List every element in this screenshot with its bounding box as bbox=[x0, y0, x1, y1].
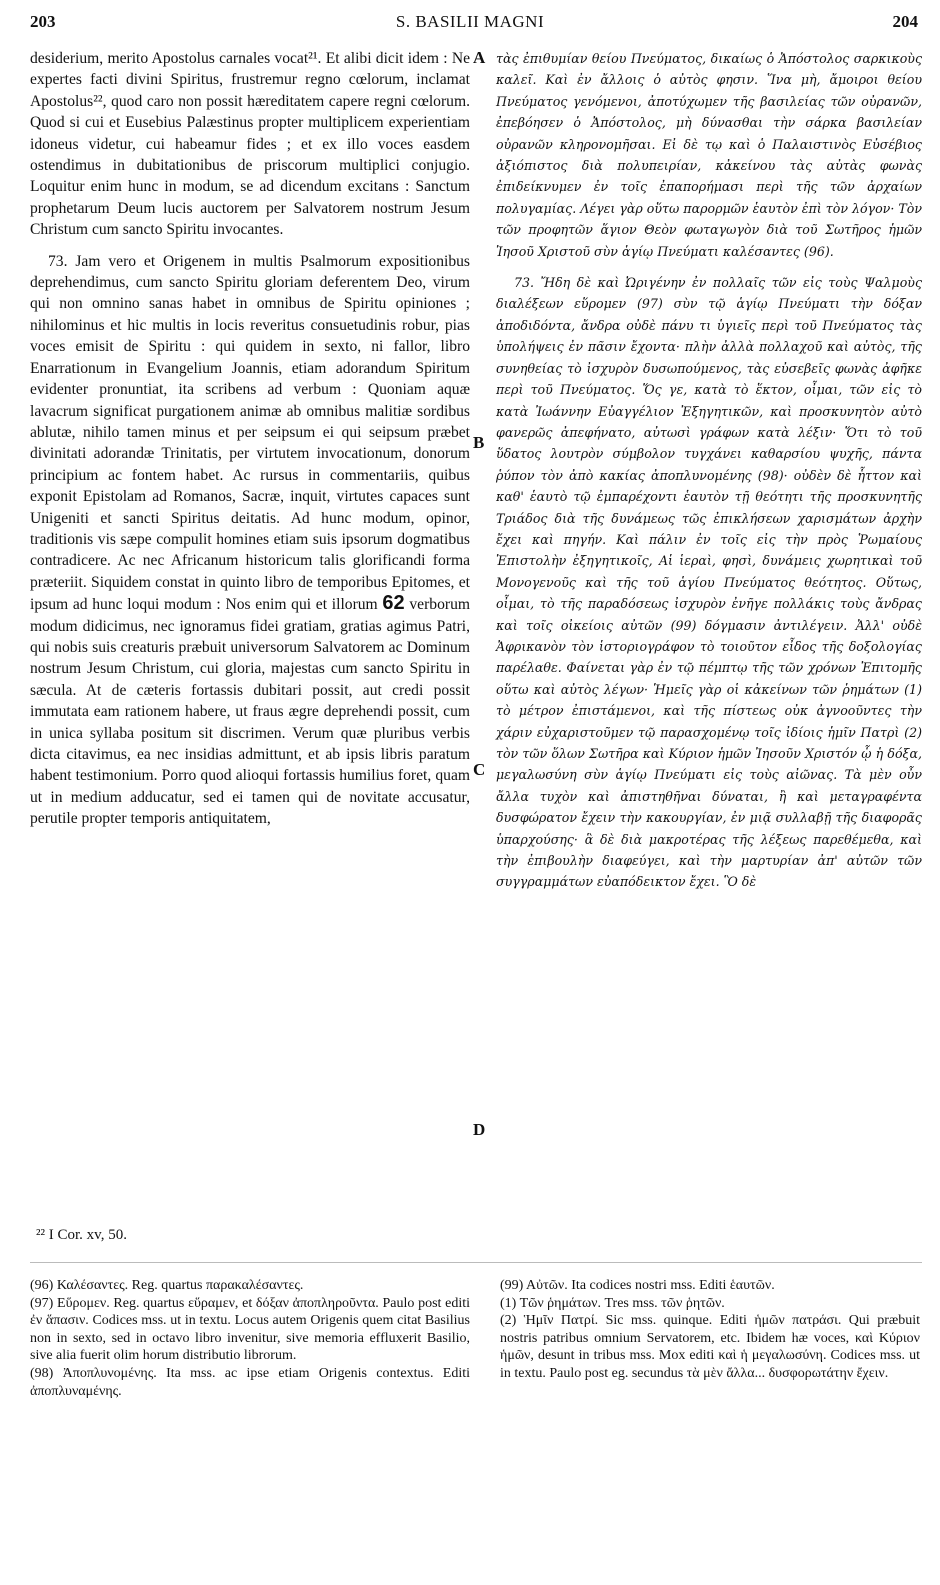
note-98: (98) Ἀποπλυνομένης. Ita mss. ac ipse etiam Origenis contextus. Editi ἀποπλυναμένης. bbox=[30, 1365, 470, 1399]
latin-paragraph-73-part-a: 73. Jam vero et Origenem in multis Psalmorum expositionibus deprehendimus, cum sancto Spiritu gloriam deferentem Deo, virum qui non omnino sanas habet in omnibus de Spiritu opiniones ; nihilominus et hic multis in locis reveritus consuetudinis robur, pias voces emisit de Spiritu : qui quidem in sexto, ni fallor, libro Enarrationum in Evangelium Joannis, etiam adorandum Spiritum evidenter pronuntiat, ita scribens ad verbum : Quoniam aquæ lavacrum significat purgationem animæ ab omnibus malitiæ sordibus ablutæ, nihilo tamen minus et per seipsum ei qui seipsum præbet divinitati adorandæ Trinitatis, per virtutem invocationum, donorum principium ac fontem habet. Ac rursus in commentariis, quibus exponit Epistolam ad Romanos, Sacræ, inquit, virtutes capaces sunt Unigeniti et sancti Spiritus deitatis. Ad hunc modum, opinor, traditionis vis sæpe compulit homines etiam suis ipsorum dogmatibus contradicere. Ac nec Africanum historicum talis glorificandi forma præteriit. Siquidem constat in quinto libro de temporibus Epitomes, et ipsum ad hunc loqui modum : Nos enim qui et illorum bbox=[30, 252, 470, 614]
greek-paragraph-73: 73. Ἤδη δὲ καὶ Ὠριγένην ἐν πολλαῖς τῶν εἰς τοὺς Ψαλμοὺς διαλέξεων εὕρομεν (97) σὺν τῷ ἁγίῳ Πνεύματι τὴν δόξαν ἀποδιδόντα, ἄνδρα οὐδὲ πάνυ τι ὑγιεῖς περὶ τοῦ Πνεύματος τὰς ὑπολήψεις ἐν πᾶσιν ἔχοντα· πλὴν ἀλλὰ πολλαχοῦ καὶ αὐτὸς, τῆς συνηθείας τὸ ἰσχυρὸν δυσωπούμενος, τὰς εὐσεβεῖς φωνὰς ἀφῆκε περὶ τοῦ Πνεύματος. Ὅς γε, κατὰ τὸ ἕκτον, οἶμαι, τῶν εἰς τὸ κατὰ Ἰωάννην Εὐαγγέλιον Ἐξηγητικῶν, καὶ προσκυνητὸν αὐτὸ φανερῶς ἀπεφήνατο, αὐτωσὶ γράφων κατὰ λέξιν· Ὅτι τὸ τοῦ ὕδατος λουτρὸν σύμβολον τυγχάνει καθαρσίου ψυχῆς, πάντα ῥύπον τὸν ἀπὸ κακίας ἀποπλυνομένης (98)· οὐδὲν δὲ ἧττον καὶ καθ' ἑαυτὸ τῷ ἐμπαρέχοντι ἑαυτὸν τῇ θεότητι τῆς προσκυνητῆς Τριάδος διὰ τῆς δυνάμεως τῶς ἐπικλήσεων χαρισμάτων ἀρχὴν ἔχει καὶ πηγήν. Καὶ πάλιν ἐν τοῖς εἰς τὴν πρὸς Ῥωμαίους Ἐπιστολὴν ἐξηγητικοῖς, Αἱ ἱεραὶ, φησὶ, δυνάμεις χωρητικαὶ τοῦ Μονογενοῦς καὶ τῆς τοῦ ἁγίου Πνεύματος θεότητος. Οὕτως, οἶμαι, τὸ τῆς παραδόσεως ἰσχυρὸν ἐνῆγε πολλάκις τοὺς ἄνδρας καὶ τοῖς οἰκείοις αὐτῶν (99) δόγμασιν ἀντιλέγειν. Ἀλλ' οὐδὲ Ἀφρικανὸν τὸν ἱστοριογράφον τὸ τοιοῦτον εἶδος τῆς δοξολογίας παρέλαθε. Φαίνεται γὰρ ἐν τῷ πέμπτῳ τῆς τῶν χρόνων Ἐπιτομῆς οὕτω καὶ αὐτὸς λέγων· Ἡμεῖς γὰρ οἱ κἀκείνων τῶν ῥημάτων (1) τὸ μέτρον ἐπιστάμενοι, καὶ τῆς πίστεως οὐκ ἀγνοοῦντες τὴν χάριν εὐχαριστοῦμεν τῷ παρασχομένῳ τοῖς ἰδίοις ἡμῖν Πατρὶ (2) τὸν τῶν ὅλων Σωτῆρα καὶ Κύριον ἡμῶν Ἰησοῦν Χριστόν ᾧ ἡ δόξα, μεγαλωσύνη σὺν ἁγίῳ Πνεύματι εἰς τοὺς αἰῶνας. Τὰ μὲν οὖν ἄλλα τυχὸν καὶ ἀπιστηθῆναι δύναται, ἢ καὶ μεταγραφέντα δυσφώρατον ἔχειν τὴν κακουργίαν, ἐν μιᾷ συλλαβῇ τῆς διαφορᾶς ὑπαρχούσης· ἃ δὲ διὰ μακροτέρας τῆς λέξεως παρεθέμεθα, καὶ τὴν ἐπιβουλὴν διαφεύγει, καὶ τὴν μαρτυρίαν ἀπ' αὐτῶν τῶν συγγραμμάτων εὐαπόδεικτον ἔχει. Ὃ δὲ bbox=[496, 275, 922, 890]
running-title: S. BASILII MAGNI bbox=[395, 12, 545, 31]
note-96: (96) Καλέσαντες. Reg. quartus παρακαλέσαντες. bbox=[30, 1278, 304, 1293]
note-99: (99) Αὐτῶν. Ita codices nostri mss. Editi ἑαυτῶν. bbox=[500, 1278, 775, 1293]
margin-marker-d: D bbox=[473, 1120, 486, 1139]
critical-notes-right bbox=[500, 1277, 920, 1383]
margin-marker-b: B bbox=[473, 433, 485, 452]
latin-paragraph-73-part-b: verborum modum didicimus, nec ignoramus fidei gratiam, gratias agimus Patri, qui nobis suis creaturis præbuit universorum Salvatorem ac Dominum nostrum Jesum Christum, cui gloria, majestas cum sancto Spiritu in sæcula. At de cæteris fortassis dubitari possit, aut credi possit immutata eam rationem habere, ut fraus ægre deprehendi possit, cum in unica syllaba positum sit discrimen. Verum quæ pluribus verbis dicta citavimus, ea nec insidias admittunt, et ab ipsis libris paratum habent testimonium. Porro quod alioqui fortassis humilius foret, quam ut in medium adducatur, sed ei tamen qui de novitate accusatur, perutile propter temporis antiquitatem, bbox=[30, 596, 470, 828]
critical-notes-left bbox=[30, 1277, 470, 1400]
right-page-number: 204 bbox=[892, 12, 918, 31]
margin-marker-c: C bbox=[473, 760, 486, 779]
note-1: (1) Τῶν ῥημάτων. Tres mss. τῶν ῥητῶν. bbox=[500, 1295, 725, 1311]
margin-marker-a: A bbox=[473, 48, 486, 67]
latin-column bbox=[30, 48, 470, 830]
page-header bbox=[0, 0, 940, 40]
notes-divider bbox=[30, 1262, 922, 1263]
latin-paragraph-73 bbox=[30, 251, 470, 830]
greek-column bbox=[496, 48, 922, 893]
latin-paragraph-1: desiderium, merito Apostolus carnales vocat²¹. Et alibi dicit idem : Ne expertes facti divini Spiritus, frustremur regno cœlorum, inclamat Apostolus²², quod caro non possit hæreditatem capere regni cœlorum. Quod si cui et Eusebius Palæstinus propter multiplicem experientiam idoneus videtur, cui habeamur fides ; et ex illo voces easdem ostendimus in dubitationibus de priscorum multiplici conjugio. Loquitur enim hunc in modum, se ad dicendum excitans : Sanctum prophetarum Deum lucis auctorem per Salvatorem nostrum Jesum Christum cum sancto Spiritu invocantes. bbox=[30, 50, 470, 239]
left-page-number: 203 bbox=[30, 12, 56, 31]
note-97: (97) Εὕρομεν. Reg. quartus εὕραμεν, et δόξαν ἀποπληροῦντα. Paulo post editi ἐν ἅπασιν. Codices mss. ut in textu. Locus autem Origenis quem citat Basilius non in sexto, sed in octavo libro invenitur, sive memoria effluxerit Basilio, sive alia fuerit olim horum distributio librorum. bbox=[30, 1295, 470, 1364]
note-2: (2) Ἡμῖν Πατρί. Sic mss. quinque. Editi ἡμῶν πατράσι. Qui præbuit nostris patribus omnium Servatorem, etc. Ibidem hæ voces, καὶ Κύριον ἡμῶν, desunt in tribus mss. Mox editi καὶ ἡ μεγαλωσύνη. Codices mss. ut in textu. Paulo post eg. secundus τὰ μὲν ἄλλα... δυσφορωτάτην ἔχειν. bbox=[500, 1313, 920, 1381]
greek-paragraph-1: τὰς ἐπιθυμίαν θείου Πνεύματος, δικαίως ὁ Ἀπόστολος σαρκικοὺς καλεῖ. Καὶ ἐν ἄλλοις ὁ αὐτὸς φησιν. Ἵνα μὴ, ἄμοιροι θείου Πνεύματος γενόμενοι, ἀποτύχωμεν τῆς βασιλείας τῶν οὐρανῶν, ἐπεβόησεν ὁ Ἀπόστολος, μὴ δύνασθαι τὴν σάρκα βασιλείαν οὐρανῶν κληρονομῆσαι. Εἰ δὲ τῳ καὶ ὁ Παλαιστινὸς Εὐσέβιος ἀξιόπιστος διὰ πολυπειρίαν, κἀκείνου τὰς αὐτὰς φωνὰς ἐπιδείκνυμεν ἐν τοῖς ἐπαπορήμασι περὶ τῆς τῶν ἀρχαίων πολυγαμίας. Λέγει γὰρ οὕτω παρορμῶν ἑαυτὸν ἐπὶ τὸν λόγον· Τὸν τῶν προφητῶν ἅγιον Θεὸν φωταγωγὸν διὰ τοῦ Σωτῆρος ἡμῶν Ἰησοῦ Χριστοῦ σὺν ἁγίῳ Πνεύματι καλέσαντες (96). bbox=[496, 51, 922, 259]
column-number-marker: 62 bbox=[382, 592, 405, 615]
footnote-22: ²² I Cor. xv, 50. bbox=[36, 1227, 127, 1243]
